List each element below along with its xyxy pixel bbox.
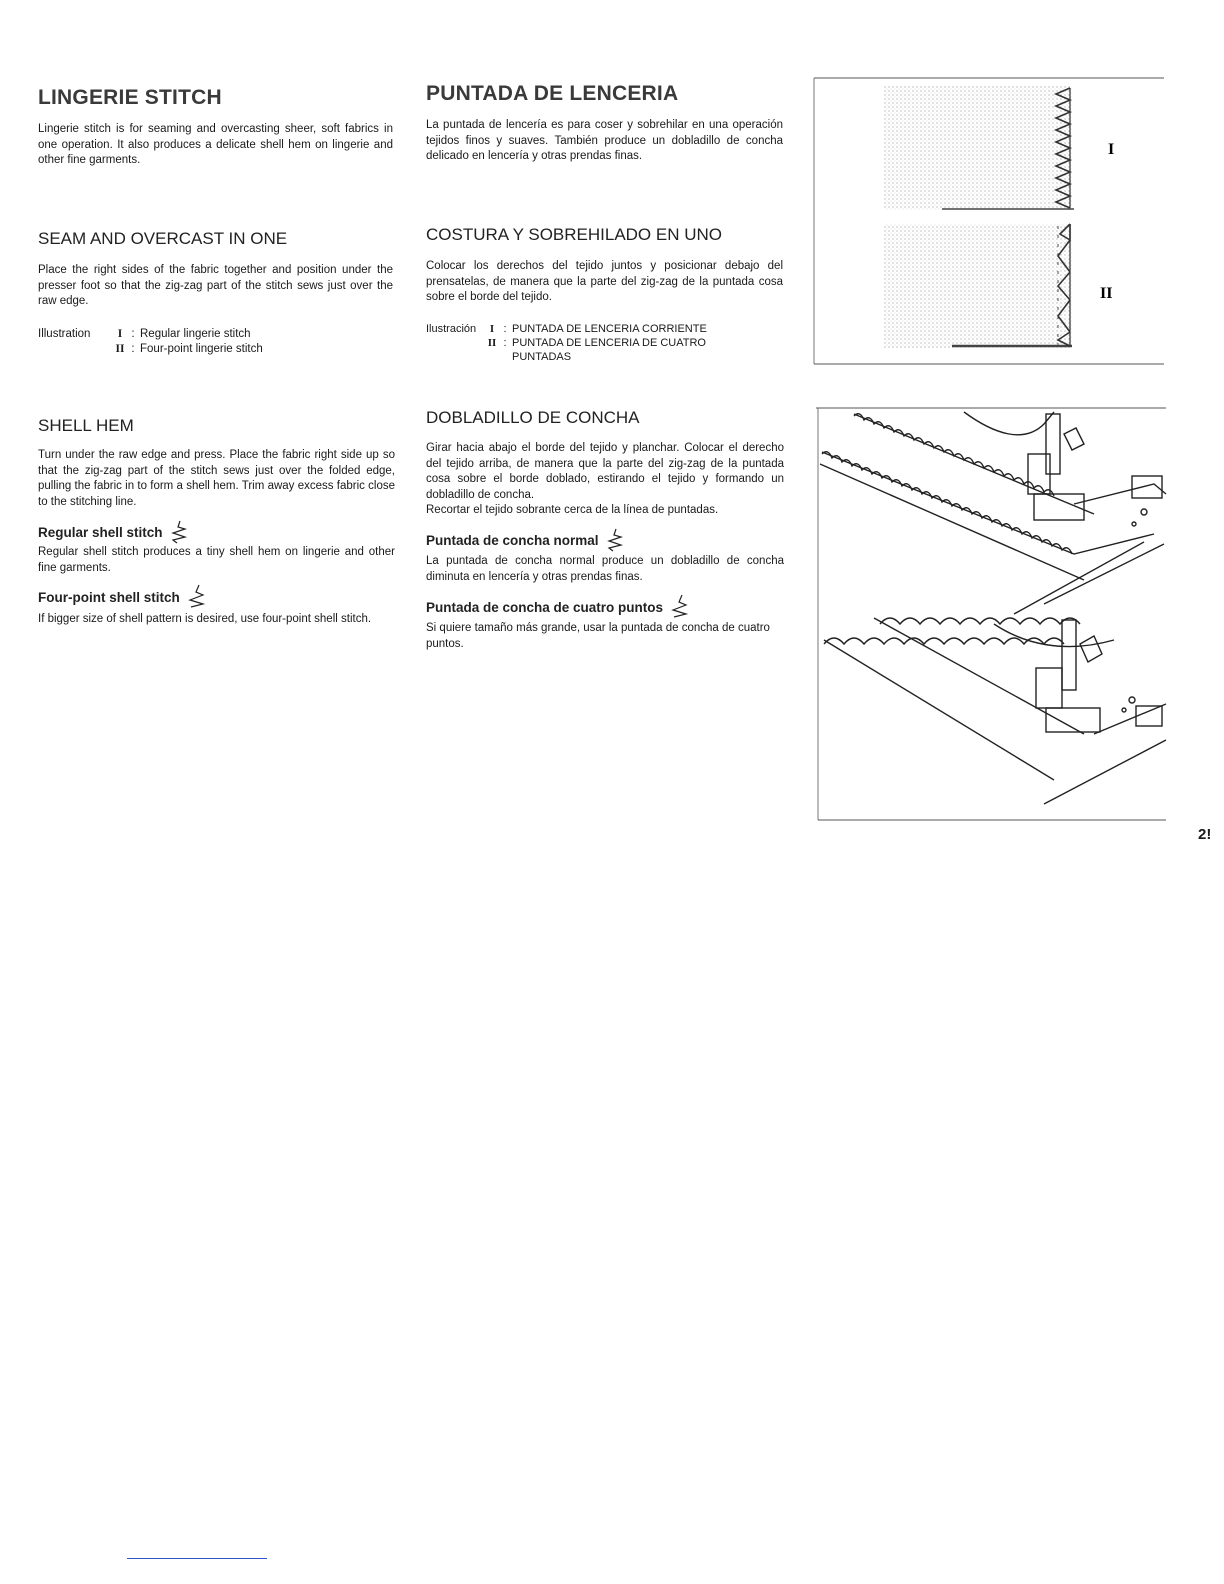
leyenda-text-2: PUNTADA DE LENCERIA DE CUATRO PUNTADAS — [512, 337, 706, 363]
english-regular-heading — [38, 520, 189, 544]
footer-rule — [127, 1558, 267, 1559]
spanish-fourpoint-heading — [426, 594, 689, 620]
english-shell-heading: SHELL HEM — [38, 416, 134, 435]
figure-label-2: II — [1100, 285, 1113, 302]
leyenda-num-1: I — [489, 323, 495, 335]
spanish-shell-text-2: Recortar el tejido sobrante cerca de la línea de puntadas. — [426, 504, 719, 516]
spanish-regular-heading — [426, 528, 625, 552]
english-title: LINGERIE STITCH — [38, 86, 222, 109]
english-seam-text: Place the right sides of the fabric together and position under the presser foot so that the zig-zag part of the stitch sews just over the raw edge. — [38, 264, 393, 307]
legend-num-1: I — [117, 328, 123, 340]
legend-text-1: Regular lingerie stitch — [140, 328, 251, 340]
english-regular-text: Regular shell stitch produces a tiny shell hem on lingerie and other fine garments. — [38, 546, 395, 574]
spanish-regular-text: La puntada de concha normal produce un dobladillo de concha diminuta en lencería y otras prendas finas. — [426, 555, 784, 583]
spanish-fourpoint-text: Si quiere tamaño más grande, usar la puntada de concha de cuatro puntos. — [426, 622, 770, 650]
english-fourpoint-text: If bigger size of shell pattern is desired, use four-point shell stitch. — [38, 613, 372, 625]
regular-shell-stitch-icon — [171, 520, 189, 544]
english-fourpoint-heading — [38, 584, 206, 610]
fourpoint-heading-text: Four-point shell stitch — [38, 589, 180, 605]
regular-heading-text-es: Puntada de concha normal — [426, 532, 599, 548]
regular-lingerie-stitch-sample — [884, 86, 1074, 210]
leyenda-text-1: PUNTADA DE LENCERIA CORRIENTE — [512, 323, 707, 335]
legend-num-2: II — [115, 343, 125, 355]
four-point-lingerie-stitch-sample — [884, 224, 1072, 348]
regular-shell-stitch-icon-es — [607, 528, 625, 552]
four-point-shell-hem-illustration — [824, 618, 1166, 804]
spanish-title: PUNTADA DE LENCERIA — [426, 82, 679, 105]
fourpoint-heading-text-es: Puntada de concha de cuatro puntos — [426, 599, 664, 615]
four-point-shell-stitch-icon-es — [671, 594, 689, 620]
four-point-shell-stitch-icon — [188, 584, 206, 610]
illustration-label: Illustration — [38, 328, 91, 340]
stitch-samples-figure — [812, 74, 1168, 370]
english-shell-text: Turn under the raw edge and press. Place the fabric right side up so that the zig-zag part of the stitch sews just over the folded edge, pulling the fabric in to form a shell hem. Trim away excess fabric close to the stitching line. — [38, 449, 395, 508]
spanish-seam-heading: COSTURA Y SOBREHILADO EN UNO — [426, 225, 722, 244]
english-intro: Lingerie stitch is for seaming and overcasting sheer, soft fabrics in one operation. It also produces a delicate shell hem on lingerie and other fine garments. — [38, 123, 393, 166]
spanish-shell-text: Girar hacia abajo el borde del tejido y planchar. Colocar el derecho del tejido arriba, de manera que la parte del zig-zag de la puntada cosa sobre el borde doblado, estirando el tejido y formando un dobladillo de concha. — [426, 442, 784, 501]
shell-hem-sewing-figure — [814, 404, 1170, 824]
english-illustration-legend: Illustration I : Regular lingerie stitch II : Four-point lingerie stitch — [38, 328, 263, 355]
figure-label-1: I — [1108, 141, 1115, 158]
ilustracion-label: Ilustración — [426, 323, 477, 335]
regular-heading-text: Regular shell stitch — [38, 524, 163, 540]
regular-shell-hem-illustration — [820, 412, 1166, 614]
english-seam-heading: SEAM AND OVERCAST IN ONE — [38, 229, 288, 248]
spanish-illustration-legend: Ilustración I : PUNTADA DE LENCERIA CORRIENTE II : PUNTADA DE LENCERIA DE CUATRO PUNTADAS — [426, 322, 732, 364]
spanish-seam-text: Colocar los derechos del tejido juntos y posicionar debajo del prensatelas, de manera que la parte del zig-zag de la puntada cosa sobre el borde del tejido. — [426, 260, 783, 303]
page-number: 2! — [1198, 826, 1212, 843]
legend-text-2: Four-point lingerie stitch — [140, 343, 263, 355]
spanish-shell-heading: DOBLADILLO DE CONCHA — [426, 408, 640, 427]
spanish-intro: La puntada de lencería es para coser y sobrehilar en una operación tejidos finos y suaves. También produce un dobladillo de concha delicado en lencería y otras prendas finas. — [426, 119, 783, 162]
leyenda-num-2: II — [487, 337, 497, 349]
